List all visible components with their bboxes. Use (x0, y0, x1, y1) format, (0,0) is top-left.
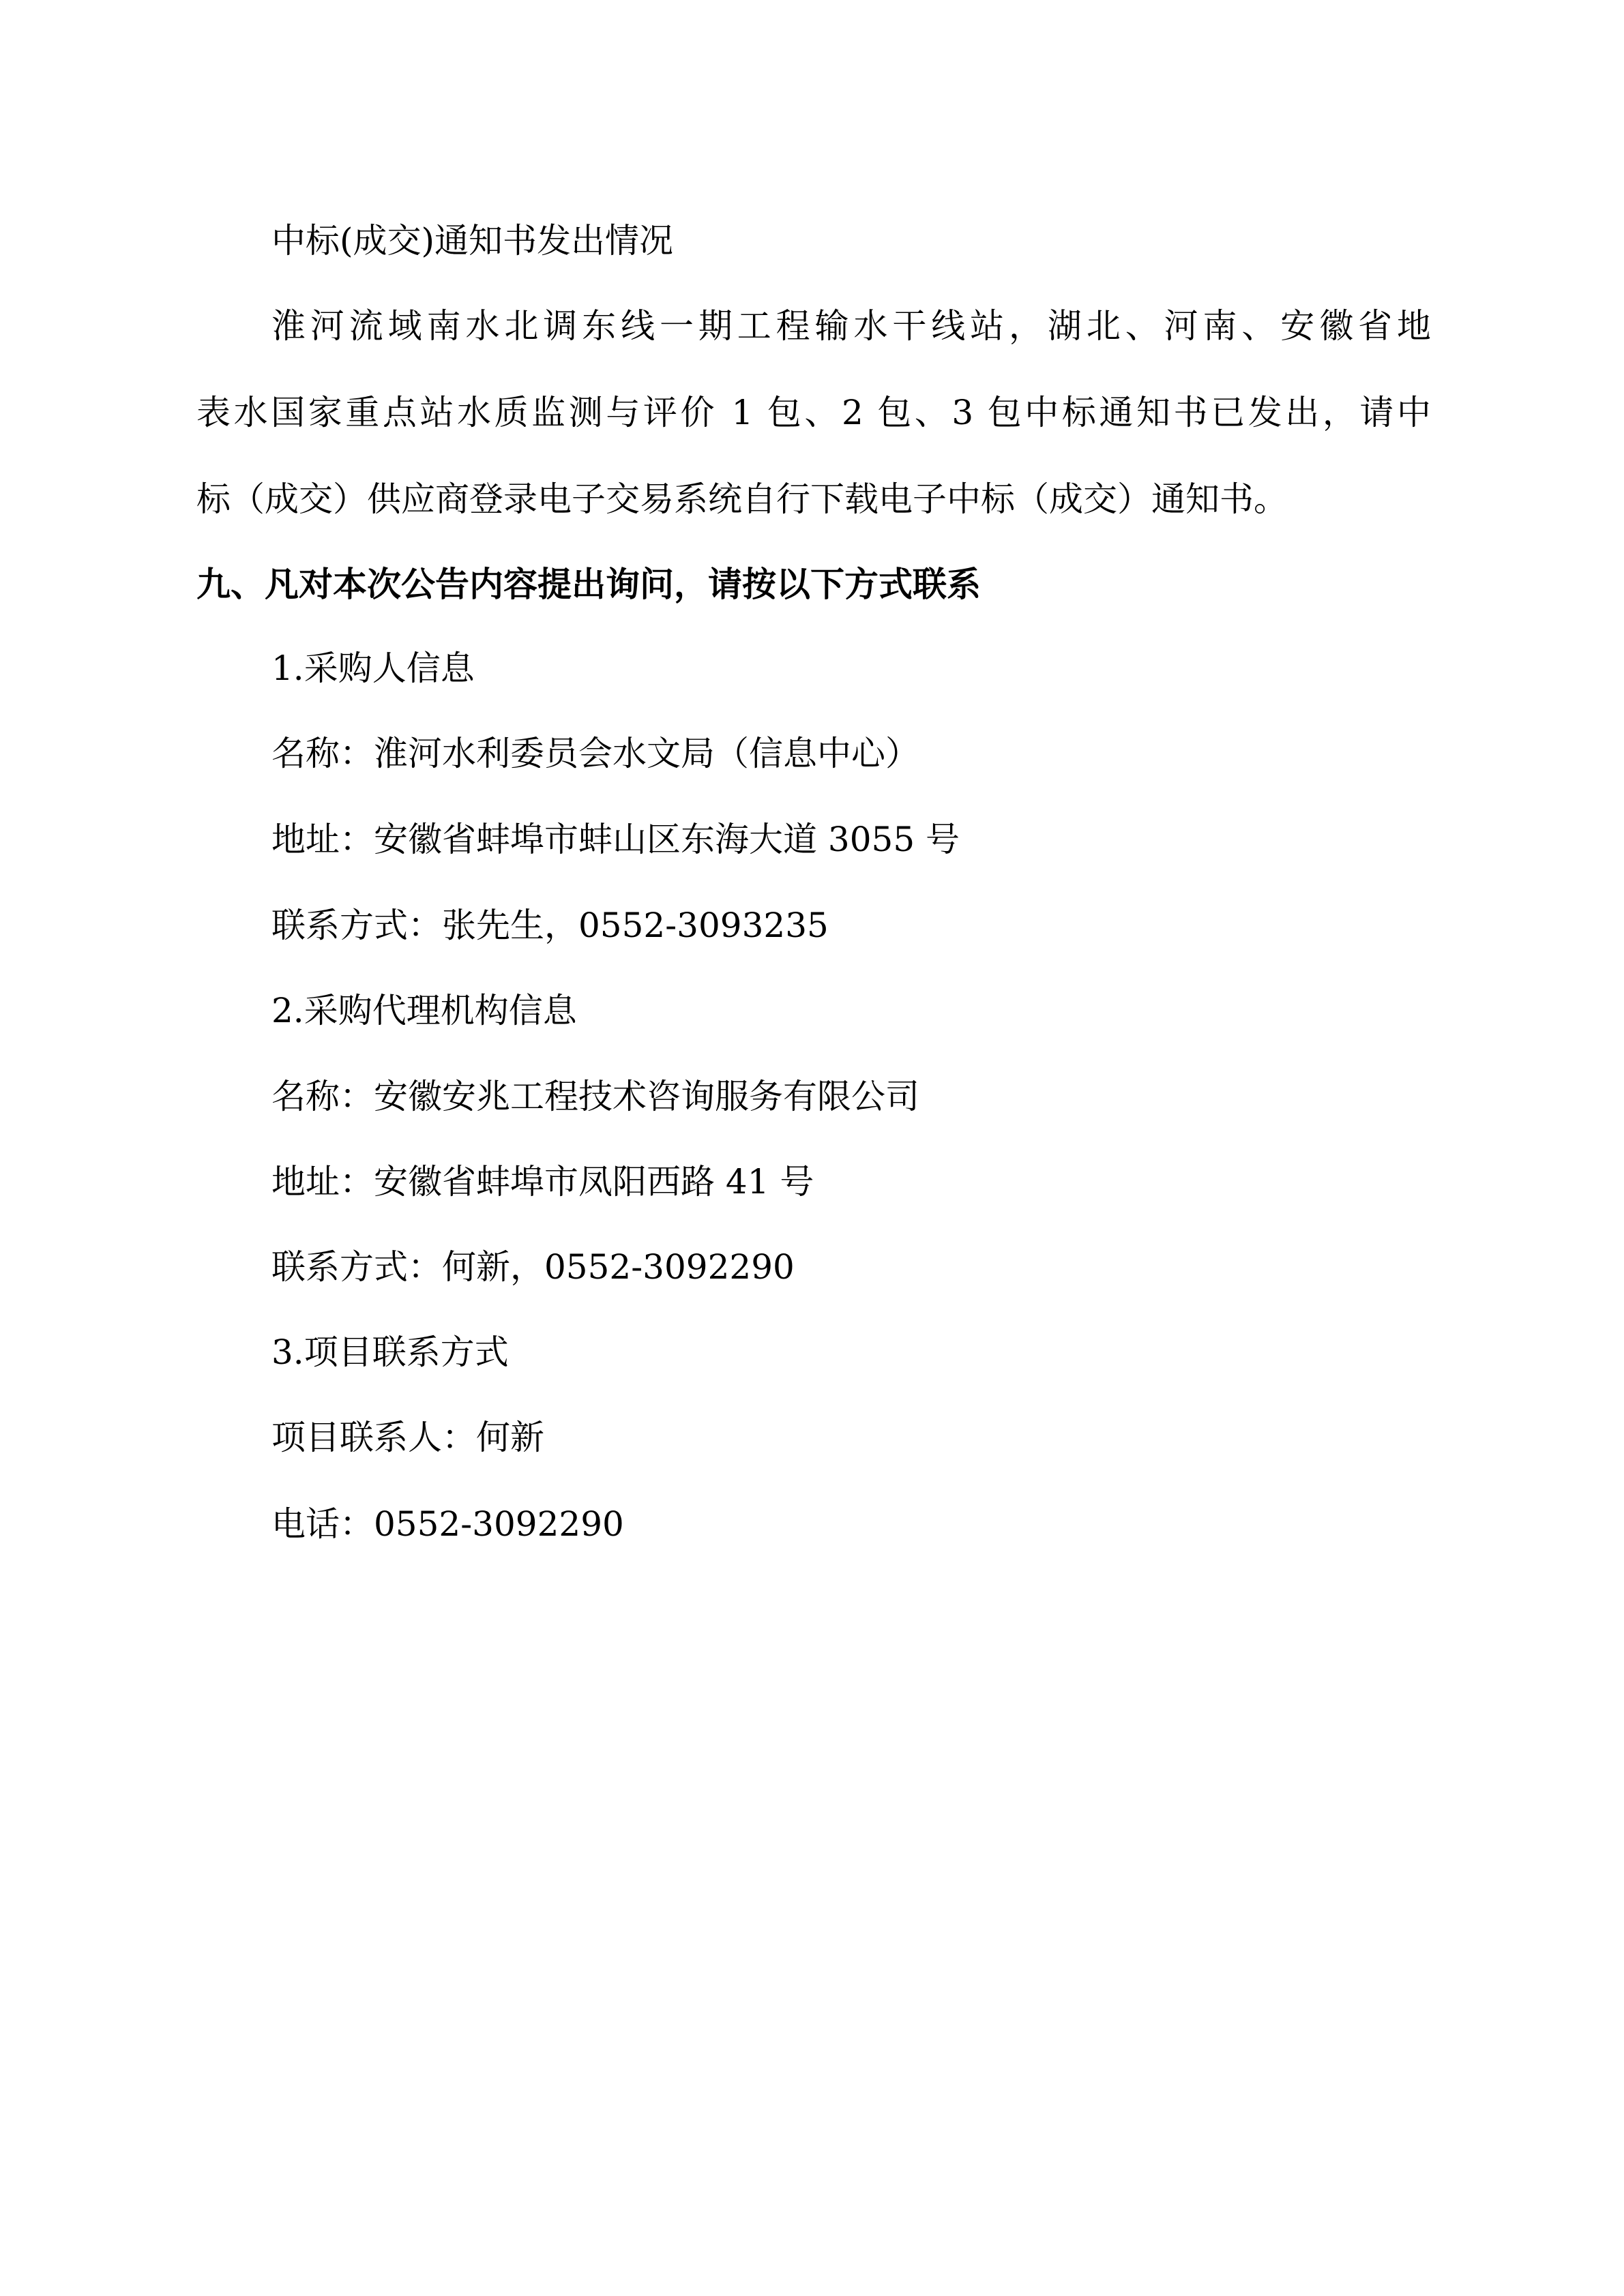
project-contact-heading: 3.项目联系方式 (271, 1332, 509, 1372)
purchaser-name: 名称：淮河水利委员会水文局（信息中心） (271, 734, 919, 773)
notice-status-line: 中标(成交)通知书发出情况 (271, 221, 674, 260)
project-contact-phone: 电话：0552-3092290 (271, 1504, 624, 1544)
agency-heading: 2.采购代理机构信息 (271, 991, 577, 1030)
project-contact-person: 项目联系人：何新 (271, 1418, 544, 1457)
notice-paragraph-line-2: 表水国家重点站水质监测与评价 1 包、2 包、3 包中标通知书已发出，请中 (196, 393, 1431, 432)
notice-paragraph-line-3: 标（成交）供应商登录电子交易系统自行下载电子中标（成交）通知书。 (196, 479, 1288, 519)
agency-name: 名称：安徽安兆工程技术咨询服务有限公司 (271, 1077, 919, 1116)
notice-paragraph-line-1: 淮河流域南水北调东线一期工程输水干线站，湖北、河南、安徽省地 (271, 306, 1431, 346)
purchaser-heading: 1.采购人信息 (271, 648, 475, 688)
purchaser-address: 地址：安徽省蚌埠市蚌山区东海大道 3055 号 (271, 820, 960, 859)
purchaser-contact: 联系方式：张先生，0552-3093235 (271, 906, 829, 945)
agency-address: 地址：安徽省蚌埠市凤阳西路 41 号 (271, 1162, 814, 1202)
section-heading: 九、凡对本次公告内容提出询问，请按以下方式联系 (196, 565, 981, 604)
agency-contact: 联系方式：何新，0552-3092290 (271, 1247, 795, 1287)
